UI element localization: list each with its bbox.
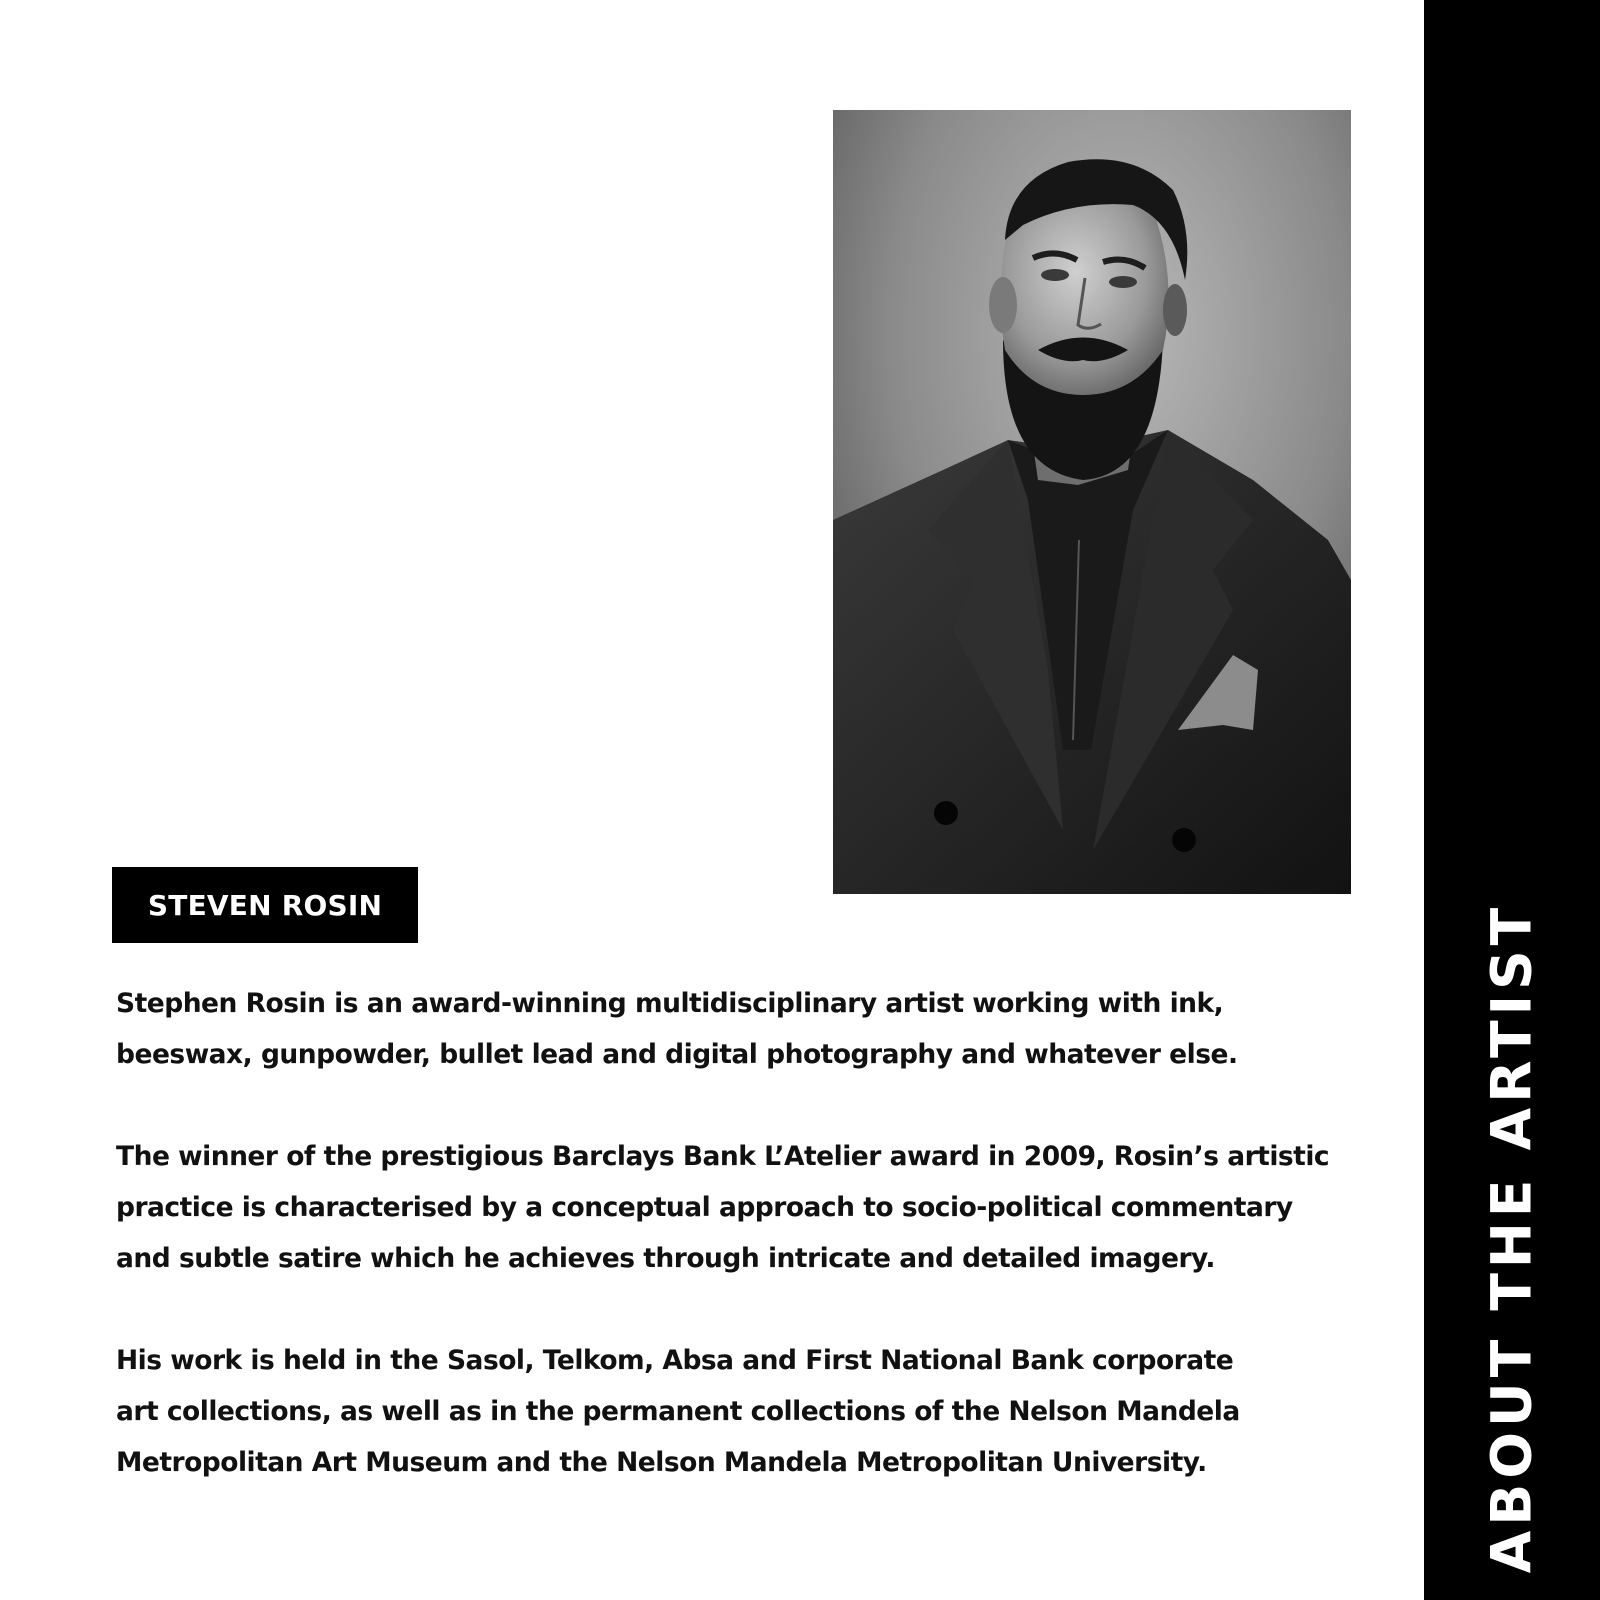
artist-portrait [833,110,1351,894]
bio-paragraph-2: The winner of the prestigious Barclays Bank L’Atelier award in 2009, Rosin’s artistic practice is characterised by a conceptual approach to socio-political commentary and subtle satire which he achieves through intricate and detailed imagery. [116,1141,1330,1274]
artist-bio [116,978,1356,1539]
side-banner-title: ABOUT THE ARTIST [1479,902,1544,1574]
artist-name: STEVEN ROSIN [147,888,383,922]
bio-paragraph-3: His work is held in the Sasol, Telkom, Absa and First National Bank corporate art collections, as well as in the permanent collections of the Nelson Mandela Metropolitan Art Museum and the Nelson Mandela Metropolitan University. [116,1345,1240,1478]
artist-name-badge [112,867,418,943]
bio-paragraph-1: Stephen Rosin is an award-winning multidisciplinary artist working with ink, beeswax, gunpowder, bullet lead and digital photography and whatever else. [116,988,1238,1070]
